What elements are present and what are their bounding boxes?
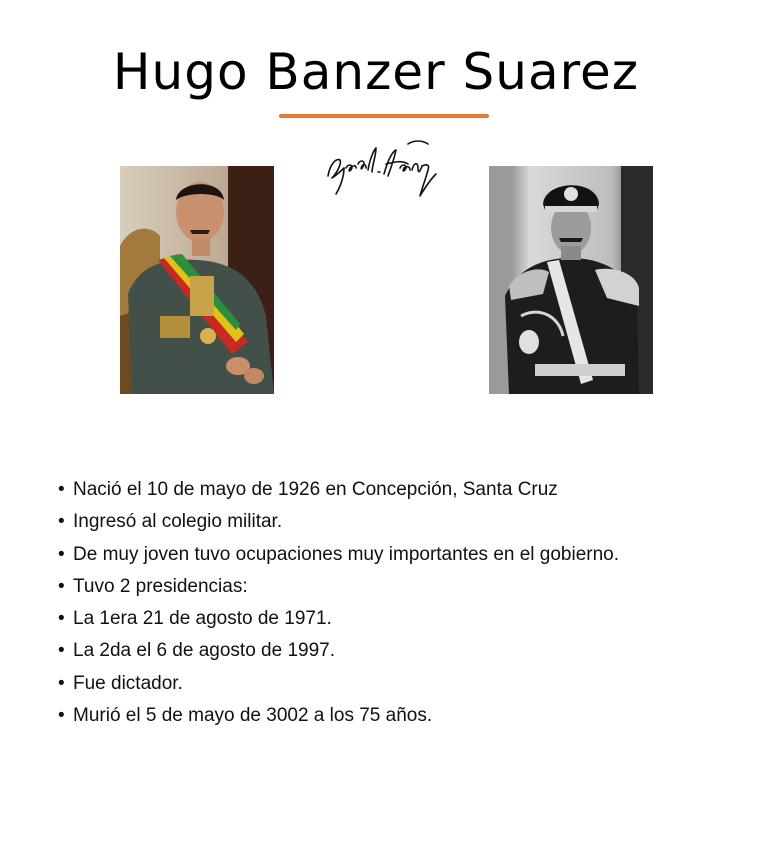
bullet-text: Fue dictador. (73, 672, 183, 694)
bullet-item (58, 603, 748, 635)
bullet-glyph: • (58, 543, 65, 565)
portrait-left-image (120, 166, 274, 394)
bullet-item (58, 668, 748, 700)
bullet-item (58, 539, 748, 571)
bullet-glyph: • (58, 511, 65, 533)
bullet-text: Nació el 10 de mayo de 1926 en Concepción, Santa Cruz (73, 479, 558, 500)
bullet-item (58, 635, 748, 667)
bullet-text: Ingresó al colegio militar. (73, 511, 283, 533)
portrait-right-image (489, 166, 653, 394)
signature-image (322, 134, 444, 202)
slide-title: Hugo Banzer Suarez (112, 43, 640, 101)
bullet-text: La 2da el 6 de agosto de 1997. (73, 640, 336, 662)
bullet-text: Murió el 5 de mayo de 3002 a los 75 años. (73, 705, 433, 727)
bullet-text: Tuvo 2 presidencias: (73, 575, 248, 597)
title-underline (279, 114, 489, 118)
bullet-item (58, 571, 748, 603)
bullet-text: La 1era 21 de agosto de 1971. (73, 608, 332, 630)
bullet-glyph: • (58, 705, 65, 727)
bullet-text: De muy joven tuvo ocupaciones muy importantes en el gobierno. (73, 543, 620, 565)
bullet-glyph: • (58, 672, 65, 694)
bullet-glyph: • (58, 575, 65, 597)
bullet-item (58, 700, 748, 732)
bullet-glyph: • (58, 479, 65, 500)
bullet-list (58, 474, 748, 732)
bullet-glyph: • (58, 640, 65, 662)
bullet-item (58, 474, 748, 506)
bullet-glyph: • (58, 608, 65, 630)
bullet-item (58, 506, 748, 538)
